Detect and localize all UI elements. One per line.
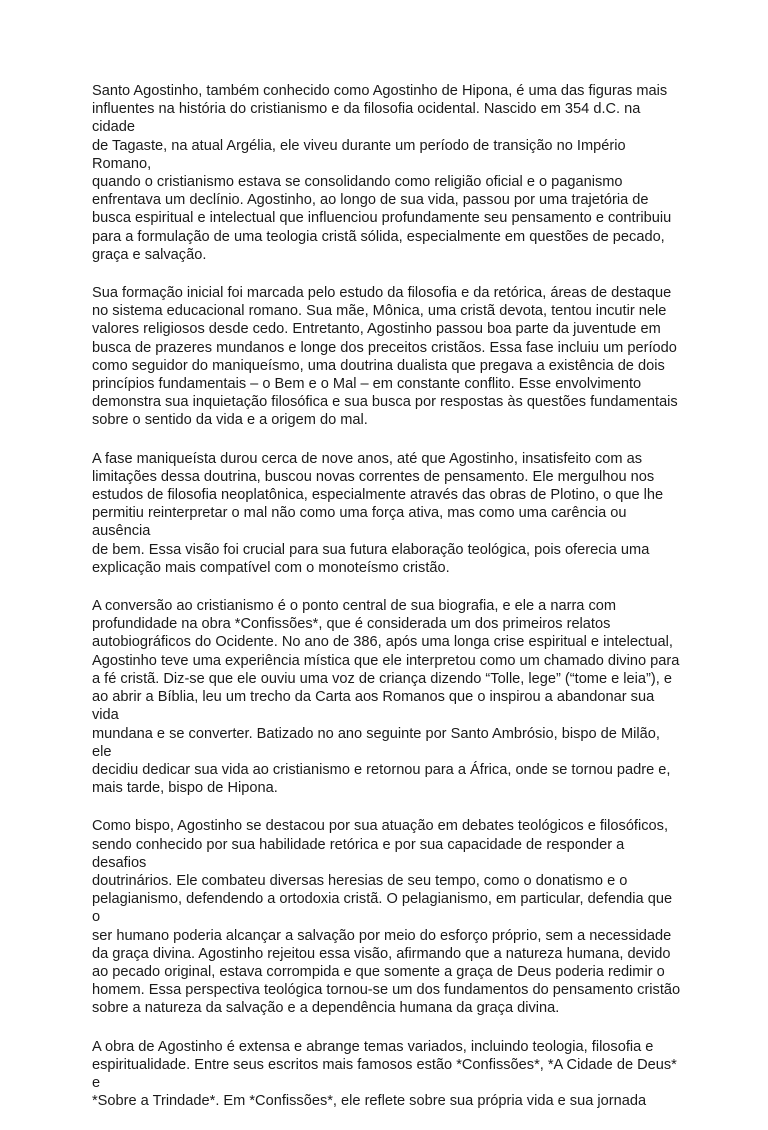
- document-page: [92, 82, 682, 1130]
- paragraph-manichaean-phase: A fase maniqueísta durou cerca de nove anos, até que Agostinho, insatisfeito com as limitações dessa doutrina, buscou novas correntes de pensamento. Ele mergulhou nos estudos de filosofia neoplatônica, especialmente através das obras de Plotino, o que lhe permitiu reinterpretar o mal não como uma força ativa, mas como uma carência ou ausência de bem. Essa visão foi crucial para sua futura elaboração teológica, pois oferecia uma explicação mais compatível com o monoteísmo cristão.: [92, 450, 664, 576]
- paragraph-formation: Sua formação inicial foi marcada pelo estudo da filosofia e da retórica, áreas de destaque no sistema educacional romano. Sua mãe, Mônica, uma cristã devota, tentou incutir nele valores religiosos desde cedo. Entretanto, Agostinho passou boa parte da juventude em busca de prazeres mundanos e longe dos preceitos cristãos. Essa fase incluiu um período como seguidor do maniqueísmo, uma doutrina dualista que pregava a existência de dois princípios fundamentais – o Bem e o Mal – em constante conflito. Esse envolvimento demonstra sua inquietação filosófica e sua busca por respostas às questões fundamentais sobre o sentido da vida e a origem do mal.: [92, 285, 678, 429]
- paragraph-bishop: Como bispo, Agostinho se destacou por sua atuação em debates teológicos e filosóficos, sendo conhecido por sua habilidade retórica e por sua capacidade de responder a desafios doutrinários. Ele combateu diversas heresias de seu tempo, como o donatismo e o pelagianismo, defendendo a ortodoxia cristã. O pelagianismo, em particular, defendia que o ser humano poderia alcançar a salvação por meio do esforço próprio, sem a necessidade da graça divina. Agostinho rejeitou essa visão, afirmando que a natureza humana, devido ao pecado original, estava corrompida e que somente a graça de Deus poderia redimir o homem. Essa perspectiva teológica tornou-se um dos fundamentos do pensamento cristão sobre a natureza da salvação e a dependência humana da graça divina.: [92, 818, 681, 1017]
- paragraph-conversion: A conversão ao cristianismo é o ponto central de sua biografia, e ele a narra com profundidade na obra *Confissões*, que é considerada um dos primeiros relatos autobiográficos do Ocidente. No ano de 386, após uma longa crise espiritual e intelectual, Agostinho teve uma experiência mística que ele interpretou como um chamado divino para a fé cristã. Diz-se que ele ouviu uma voz de criança dizendo “Tolle, lege” (“tome e leia”), e ao abrir a Bíblia, leu um trecho da Carta aos Romanos que o inspirou a abandonar sua vida mundana e se converter. Batizado no ano seguinte por Santo Ambrósio, bispo de Milão, ele decidiu dedicar sua vida ao cristianismo e retornou para a África, onde se tornou padre e, mais tarde, bispo de Hipona.: [92, 598, 680, 797]
- paragraph-works: A obra de Agostinho é extensa e abrange temas variados, incluindo teologia, filosofia e espiritualidade. Entre seus escritos mais famosos estão *Confissões*, *A Cidade de Deus* e *Sobre a Trindade*. Em *Confissões*, ele reflete sobre sua própria vida e sua jornada: [92, 1038, 677, 1110]
- paragraph-intro: Santo Agostinho, também conhecido como Agostinho de Hipona, é uma das figuras mais influentes na história do cristianismo e da filosofia ocidental. Nascido em 354 d.C. na cidade de Tagaste, na atual Argélia, ele viveu durante um período de transição no Império Romano, quando o cristianismo estava se consolidando como religião oficial e o paganismo enfrentava um declínio. Agostinho, ao longo de sua vida, passou por uma trajetória de busca espiritual e intelectual que influenciou profundamente seu pensamento e contribuiu para a formulação de uma teologia cristã sólida, especialmente em questões de pecado, graça e salvação.: [92, 83, 672, 263]
